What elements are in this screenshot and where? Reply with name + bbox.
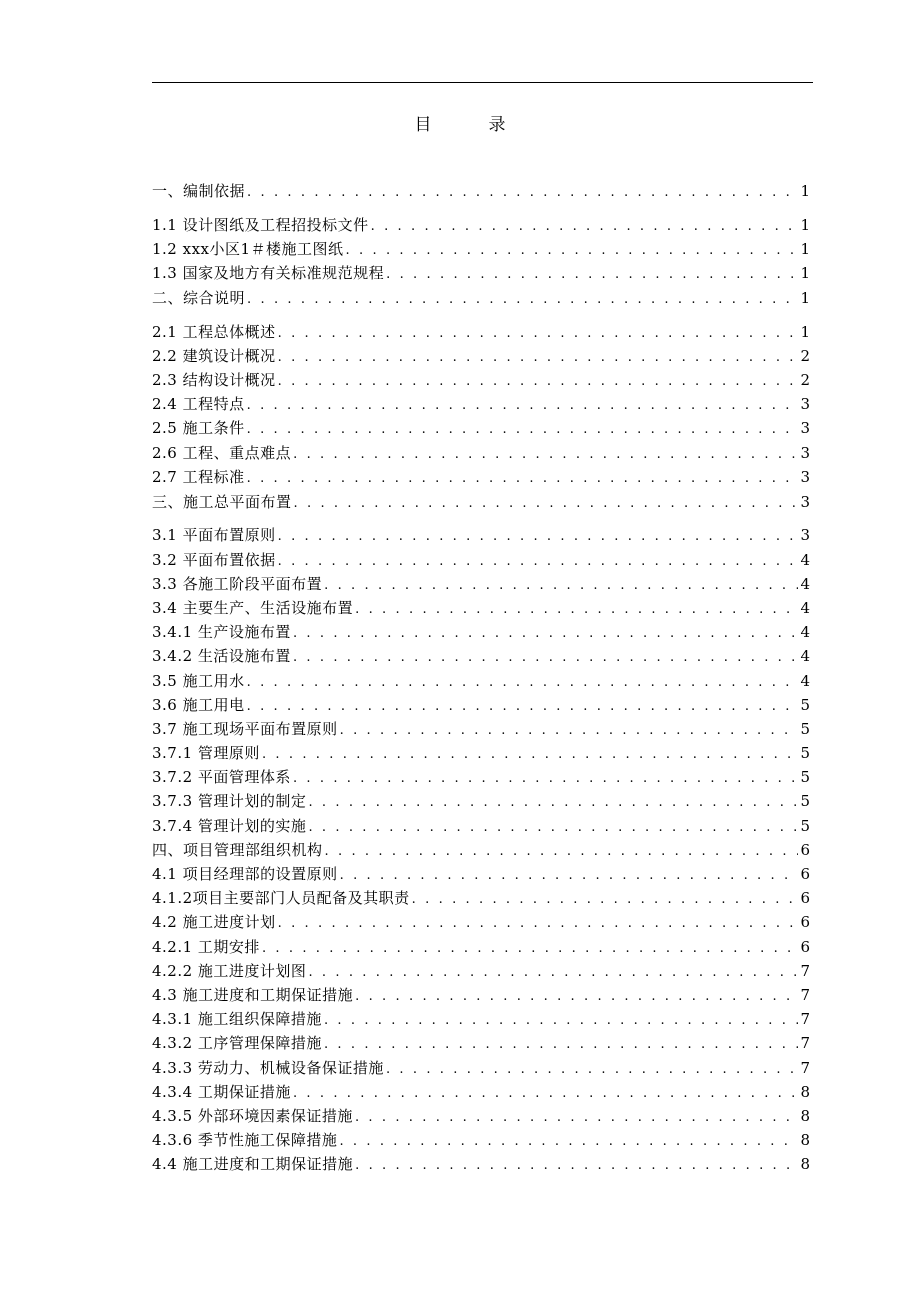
toc-entry-page: 5 (800, 792, 810, 811)
toc-entry-page: 2 (800, 346, 810, 365)
toc-entry-label: 四、项目管理部组织机构 (152, 840, 323, 859)
toc-entry-page: 7 (800, 1010, 810, 1029)
toc-entry[interactable] (152, 620, 810, 644)
toc-entry-page: 1 (800, 289, 810, 308)
toc-entry-label: 4.3 施工进度和工期保证措施 (152, 985, 354, 1004)
toc-entry-label: 4.3.1 施工组织保障措施 (152, 1010, 322, 1029)
toc-entry[interactable] (152, 741, 810, 765)
toc-entry-label: 3.6 施工用电 (152, 695, 245, 714)
toc-entry-page: 7 (800, 961, 810, 980)
toc-entry[interactable] (152, 416, 810, 440)
toc-entry-label: 一、编制依据 (152, 182, 246, 200)
toc-entry-label: 2.1 工程总体概述 (152, 322, 276, 341)
toc-entry-page: 5 (800, 768, 810, 787)
toc-dot-leader (308, 791, 798, 815)
toc-entry[interactable] (152, 237, 810, 261)
toc-entry-label: 4.3.6 季节性施工保障措施 (152, 1131, 338, 1150)
toc-dot-leader (386, 1058, 799, 1082)
table-of-contents (152, 178, 810, 1176)
toc-entry[interactable] (152, 935, 810, 959)
toc-entry-label: 2.3 结构设计概况 (152, 370, 276, 389)
toc-entry-label: 3.7.4 管理计划的实施 (152, 816, 307, 835)
toc-dot-leader (412, 888, 799, 912)
toc-entry-label: 三、施工总平面布置 (152, 492, 292, 511)
toc-entry-label: 4.3.4 工期保证措施 (152, 1082, 291, 1101)
toc-dot-leader (294, 491, 799, 517)
toc-entry[interactable] (152, 886, 810, 910)
toc-dot-leader (262, 937, 799, 961)
toc-entry-label: 3.5 施工用水 (152, 671, 245, 690)
toc-entry[interactable] (152, 669, 810, 693)
toc-entry-page: 4 (800, 550, 810, 569)
toc-entry-page: 8 (800, 1106, 810, 1125)
toc-entry[interactable] (152, 1056, 810, 1080)
toc-entry[interactable] (152, 1104, 810, 1128)
toc-dot-leader (278, 346, 799, 370)
toc-entry[interactable] (152, 765, 810, 789)
toc-entry[interactable] (152, 213, 810, 237)
toc-entry-page: 1 (800, 263, 810, 282)
toc-entry-page: 6 (800, 840, 810, 859)
toc-dot-leader (278, 370, 799, 394)
toc-dot-leader (278, 550, 799, 574)
toc-entry[interactable] (152, 1152, 810, 1176)
toc-entry-page: 4 (800, 623, 810, 642)
toc-dot-leader (293, 1082, 799, 1106)
toc-entry-label: 2.2 建筑设计概况 (152, 346, 276, 365)
toc-dot-leader (247, 695, 799, 719)
toc-dot-leader (293, 622, 799, 646)
toc-entry[interactable] (152, 320, 810, 344)
toc-entry[interactable] (152, 1080, 810, 1104)
toc-dot-leader (247, 287, 798, 313)
toc-entry[interactable] (152, 392, 810, 416)
toc-entry[interactable] (152, 465, 810, 489)
toc-dot-leader (371, 215, 799, 239)
toc-entry[interactable] (152, 789, 810, 813)
toc-dot-leader (278, 912, 799, 936)
toc-entry[interactable] (152, 862, 810, 886)
toc-entry-label: 2.7 工程标准 (152, 467, 245, 486)
toc-dot-leader (355, 598, 798, 622)
toc-entry-page: 5 (800, 719, 810, 738)
header-rule (152, 82, 813, 83)
toc-entry-page: 6 (800, 889, 810, 908)
toc-dot-leader (247, 180, 798, 206)
toc-entry-page: 3 (800, 419, 810, 438)
toc-dot-leader (293, 443, 798, 467)
toc-entry-label: 3.4.2 生活设施布置 (152, 647, 291, 666)
toc-entry-label: 3.7.3 管理计划的制定 (152, 792, 307, 811)
toc-entry[interactable] (152, 1128, 810, 1152)
toc-entry[interactable] (152, 910, 810, 934)
toc-entry[interactable] (152, 344, 810, 368)
toc-entry-page: 5 (800, 695, 810, 714)
toc-entry[interactable] (152, 523, 810, 547)
toc-entry-label: 4.2.1 工期安排 (152, 937, 260, 956)
toc-entry-page: 4 (800, 598, 810, 617)
toc-entry-label: 1.3 国家及地方有关标准规范规程 (152, 263, 385, 282)
toc-entry[interactable] (152, 261, 810, 285)
toc-entry-label: 4.3.5 外部环境因素保证措施 (152, 1106, 353, 1125)
toc-entry-page: 4 (800, 671, 810, 690)
toc-entry-page: 3 (800, 467, 810, 486)
toc-dot-leader (247, 418, 799, 442)
toc-dot-leader (355, 1154, 798, 1178)
toc-entry-label: 4.3.3 劳动力、机械设备保证措施 (152, 1058, 384, 1077)
toc-entry-label: 1.2 xxx小区1＃楼施工图纸 (152, 239, 344, 258)
toc-entry-label: 3.1 平面布置原则 (152, 526, 276, 545)
toc-entry-label: 3.4.1 生产设施布置 (152, 623, 291, 642)
toc-entry-label: 3.2 平面布置依据 (152, 550, 276, 569)
toc-dot-leader (262, 743, 799, 767)
toc-dot-leader (247, 671, 799, 695)
toc-entry[interactable] (152, 1007, 810, 1031)
toc-title: 目 录 (414, 115, 526, 135)
toc-dot-leader (293, 767, 799, 791)
toc-entry[interactable] (152, 814, 810, 838)
toc-entry-label: 4.1 项目经理部的设置原则 (152, 865, 338, 883)
toc-entry-page: 2 (800, 370, 810, 389)
toc-dot-leader (386, 263, 798, 287)
toc-entry[interactable] (152, 983, 810, 1007)
toc-entry[interactable] (152, 1031, 810, 1055)
toc-dot-leader (308, 961, 798, 985)
toc-entry[interactable] (152, 368, 810, 392)
toc-entry-label: 二、综合说明 (152, 289, 246, 308)
toc-entry-label: 2.5 施工条件 (152, 419, 245, 438)
toc-entry-page: 6 (800, 937, 810, 956)
toc-dot-leader (324, 1009, 799, 1033)
toc-entry-page: 7 (800, 1058, 810, 1077)
toc-dot-leader (355, 1106, 799, 1130)
toc-entry-label: 3.3 各施工阶段平面布置 (152, 574, 323, 593)
toc-entry-page: 1 (800, 239, 810, 258)
toc-dot-leader (247, 467, 799, 491)
toc-dot-leader (340, 864, 799, 888)
toc-dot-leader (355, 985, 798, 1009)
toc-entry[interactable] (152, 178, 810, 213)
toc-entry-page: 8 (800, 1131, 810, 1150)
toc-entry-page: 3 (800, 492, 810, 511)
toc-entry-label: 3.7 施工现场平面布置原则 (152, 719, 338, 738)
toc-entry[interactable] (152, 285, 810, 320)
toc-entry-label: 3.4 主要生产、生活设施布置 (152, 598, 354, 617)
toc-dot-leader (247, 394, 799, 418)
toc-entry-label: 2.4 工程特点 (152, 395, 245, 414)
toc-entry[interactable] (152, 548, 810, 572)
toc-dot-leader (308, 816, 798, 840)
toc-entry-page: 8 (800, 1155, 810, 1174)
toc-entry-label: 4.4 施工进度和工期保证措施 (152, 1155, 354, 1174)
toc-dot-leader (324, 1033, 799, 1057)
toc-dot-leader (278, 525, 799, 549)
toc-entry-page: 3 (800, 526, 810, 545)
toc-entry[interactable] (152, 596, 810, 620)
toc-entry-label: 4.1.2项目主要部门人员配备及其职责 (152, 889, 410, 908)
toc-entry-page: 1 (800, 182, 810, 200)
toc-entry-label: 4.2.2 施工进度计划图 (152, 961, 307, 980)
toc-entry-page: 4 (800, 574, 810, 593)
toc-dot-leader (346, 239, 799, 263)
toc-entry[interactable] (152, 644, 810, 668)
toc-dot-leader (340, 719, 799, 743)
toc-entry[interactable] (152, 838, 810, 862)
toc-entry-page: 3 (800, 443, 810, 462)
toc-entry-label: 3.7.1 管理原则 (152, 744, 260, 763)
toc-dot-leader (293, 646, 799, 670)
toc-entry-page: 6 (800, 913, 810, 932)
toc-entry[interactable] (152, 717, 810, 741)
toc-entry-page: 4 (800, 647, 810, 666)
toc-dot-leader (339, 1130, 798, 1154)
toc-dot-leader (278, 322, 799, 346)
toc-entry-label: 4.2 施工进度计划 (152, 913, 276, 932)
toc-entry-page: 1 (800, 215, 810, 234)
toc-entry-page: 8 (800, 1082, 810, 1101)
toc-entry-page: 7 (800, 985, 810, 1004)
toc-entry-label: 3.7.2 平面管理体系 (152, 768, 291, 787)
toc-dot-leader (325, 840, 799, 864)
toc-dot-leader (324, 574, 798, 598)
toc-entry-page: 1 (800, 322, 810, 341)
toc-entry-page: 7 (800, 1034, 810, 1053)
toc-entry[interactable] (152, 693, 810, 717)
toc-entry[interactable] (152, 572, 810, 596)
toc-entry-label: 2.6 工程、重点难点 (152, 443, 292, 462)
toc-entry-page: 3 (800, 395, 810, 414)
toc-entry[interactable] (152, 441, 810, 465)
toc-entry[interactable] (152, 959, 810, 983)
toc-entry-page: 5 (800, 816, 810, 835)
toc-entry-label: 4.3.2 工序管理保障措施 (152, 1034, 322, 1053)
toc-entry-page: 6 (800, 865, 810, 883)
toc-entry-label: 1.1 设计图纸及工程招投标文件 (152, 215, 369, 234)
toc-entry-page: 5 (800, 744, 810, 763)
toc-entry[interactable] (152, 489, 810, 524)
